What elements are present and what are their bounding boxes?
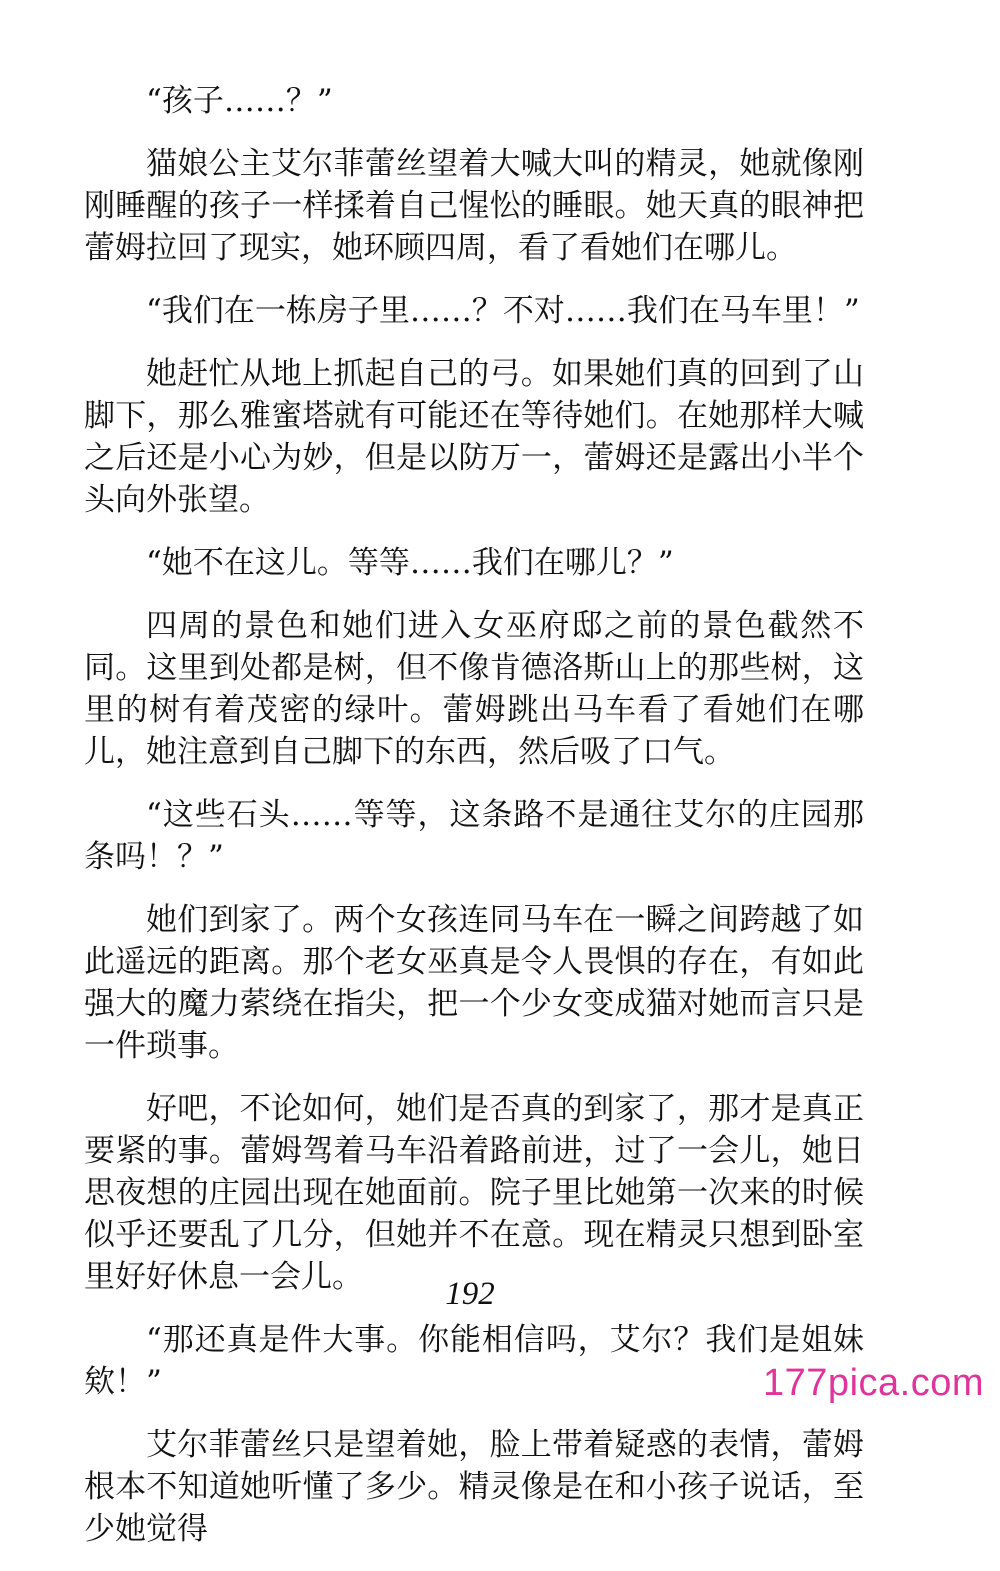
paragraph: “孩子……？” bbox=[146, 83, 333, 119]
paragraph: “那还真是件大事。你能相信吗，艾尔？我们是姐妹欸！” bbox=[84, 1322, 864, 1400]
watermark-link[interactable]: 177pica.com bbox=[763, 1362, 984, 1404]
paragraph: 艾尔菲蕾丝只是望着她，脸上带着疑惑的表情，蕾姆根本不知道她听懂了多少。精灵像是在和小孩子说话，至少她觉得 bbox=[84, 1427, 864, 1547]
page-number: 192 bbox=[445, 1276, 495, 1312]
paragraph: “她不在这儿。等等……我们在哪儿？” bbox=[146, 545, 674, 581]
paragraph: 她赶忙从地上抓起自己的弓。如果她们真的回到了山脚下，那么雅蜜塔就有可能还在等待她们。在她那样大喊之后还是小心为妙，但是以防万一，蕾姆还是露出小半个头向外张望。 bbox=[84, 356, 864, 518]
paragraph: 四周的景色和她们进入女巫府邸之前的景色截然不同。这里到处都是树，但不像肯德洛斯山上的那些树，这里的树有着茂密的绿叶。蕾姆跳出马车看了看她们在哪儿，她注意到自己脚下的东西，然后吸了口气。 bbox=[84, 608, 864, 770]
paragraph: “我们在一栋房子里……？不对……我们在马车里！” bbox=[146, 293, 860, 329]
paragraph: 好吧，不论如何，她们是否真的到家了，那才是真正要紧的事。蕾姆驾着马车沿着路前进，过了一会儿，她日思夜想的庄园出现在她面前。院子里比她第一次来的时候似乎还要乱了几分，但她并不在意。现在精灵只想到卧室里好好休息一会儿。 bbox=[84, 1091, 864, 1295]
paragraph: 她们到家了。两个女孩连同马车在一瞬之间跨越了如此遥远的距离。那个老女巫真是令人畏惧的存在，有如此强大的魔力萦绕在指尖，把一个少女变成猫对她而言只是一件琐事。 bbox=[84, 902, 864, 1064]
body-text bbox=[84, 80, 864, 1571]
paragraph: 猫娘公主艾尔菲蕾丝望着大喊大叫的精灵，她就像刚刚睡醒的孩子一样揉着自己惺忪的睡眼。她天真的眼神把蕾姆拉回了现实，她环顾四周，看了看她们在哪儿。 bbox=[84, 146, 864, 266]
paragraph: “这些石头……等等，这条路不是通往艾尔的庄园那条吗！？” bbox=[84, 797, 864, 875]
